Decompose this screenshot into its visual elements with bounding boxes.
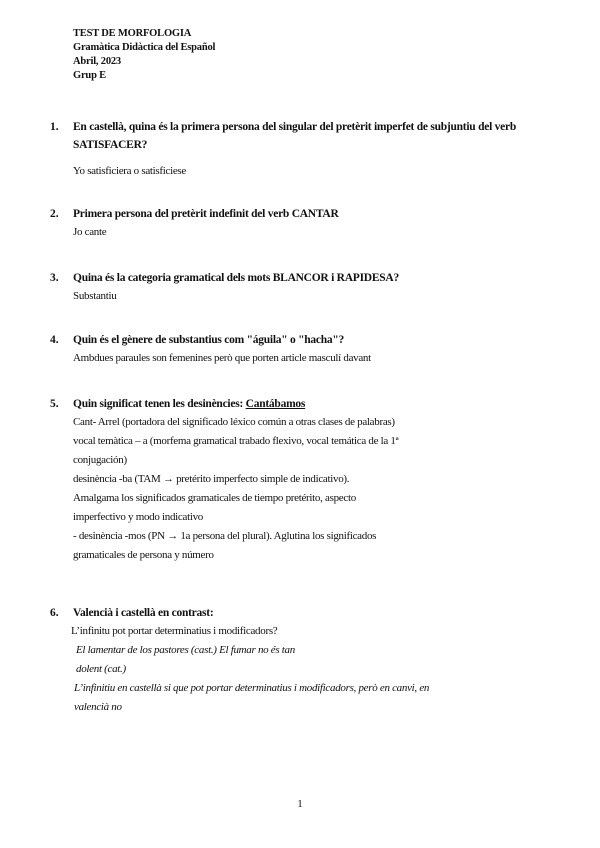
question-1 — [50, 118, 570, 181]
answer-italic-line: dolent (cat.) — [76, 663, 126, 675]
page-number: 1 — [297, 798, 303, 810]
question-number: 3. — [50, 272, 59, 284]
answer-text: Yo satisficiera o satisficiese — [73, 165, 186, 177]
answer-text: Substantiu — [73, 290, 117, 302]
question-2 — [50, 205, 570, 242]
question-number: 5. — [50, 398, 59, 410]
question-text: Valencià i castellà en contrast: — [73, 607, 214, 619]
question-number: 4. — [50, 334, 59, 346]
question-6 — [50, 604, 570, 717]
question-number: 2. — [50, 208, 59, 220]
header-date: Abril, 2023 — [73, 56, 121, 67]
answer-text: L’infinitu pot portar determinatius i modificadors? — [71, 625, 278, 637]
answer-text: Ambdues paraules son femenines però que porten article masculí davant — [73, 352, 371, 364]
question-4 — [50, 331, 570, 368]
question-text: Quin és el gènere de substantius com "águila" o "hacha"? — [73, 334, 345, 346]
header-title: TEST DE MORFOLOGIA — [73, 28, 192, 39]
question-text: En castellà, quina és la primera persona del singular del pretèrit imperfet de subjuntiu del verb SATISFACER? — [73, 121, 516, 151]
question-number: 1. — [50, 121, 59, 133]
answer-line: Cant- Arrel (portadora del significado léxico común a otras clases de palabras) — [73, 416, 395, 428]
header-course: Gramàtica Didàctica del Español — [73, 42, 216, 53]
document-header — [73, 27, 215, 83]
question-text: Primera persona del pretèrit indefinit del verb CANTAR — [73, 208, 339, 220]
header-group: Grup E — [73, 70, 106, 81]
answer-italic-line: valencià no — [74, 701, 122, 713]
answer-text: Jo cante — [73, 226, 107, 238]
answer-line: - desinència -mos (PN → 1a persona del plural). Aglutina los significados — [73, 530, 377, 542]
answer-line: imperfectivo y modo indicativo — [73, 511, 203, 523]
question-text: Quina és la categoria gramatical dels mots BLANCOR i RAPIDESA? — [73, 272, 399, 284]
question-text: Quin significat tenen les desinències: Cantábamos — [73, 398, 306, 410]
question-5 — [50, 395, 570, 565]
underlined-word: Cantábamos — [245, 398, 306, 410]
answer-line: vocal temàtica – a (morfema gramatical trabado flexivo, vocal temática de la 1ª — [73, 435, 399, 447]
answer-italic-line: L’infinitiu en castellà si que pot portar determinatius i modificadors, però en canvi, en — [74, 682, 430, 694]
answer-line: desinència -ba (TAM → pretérito imperfecto simple de indicativo). — [73, 473, 350, 485]
question-number: 6. — [50, 607, 59, 619]
answer-line: Amalgama los significados gramaticales de tiempo pretérito, aspecto — [73, 492, 356, 504]
question-3 — [50, 269, 570, 306]
answer-line: gramaticales de persona y número — [73, 549, 214, 561]
answer-italic-line: El lamentar de los pastores (cast.) El fumar no és tan — [76, 644, 295, 656]
answer-line: conjugación) — [73, 454, 127, 466]
